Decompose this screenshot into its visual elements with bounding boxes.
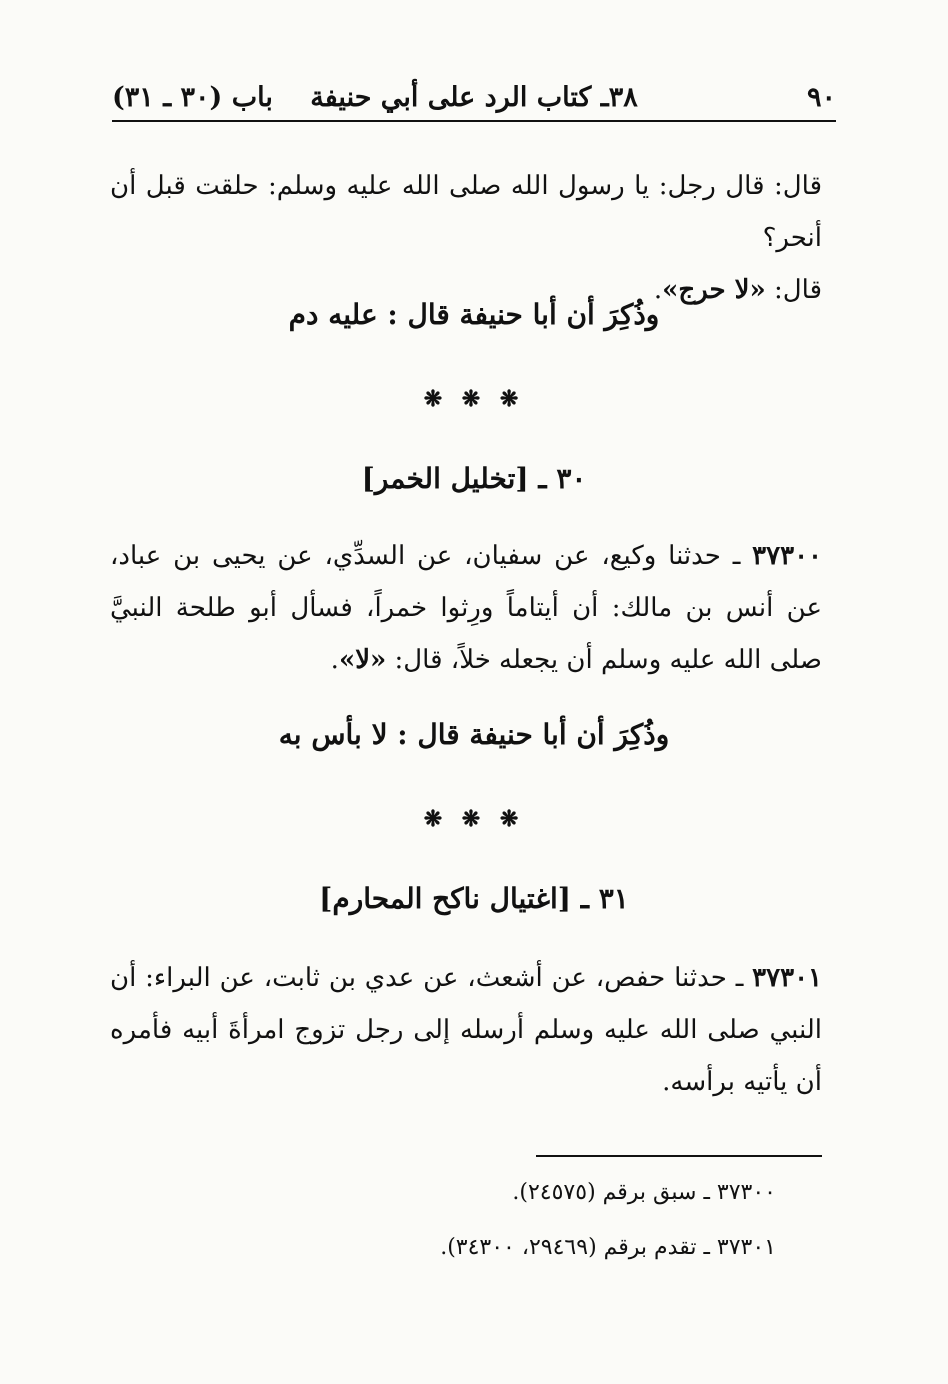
footnote-divider: [536, 1155, 822, 1157]
section-31-heading: ٣١ ـ [اغتيال ناكح المحارم]: [319, 882, 629, 915]
hadith-number-37300: ٣٧٣٠٠: [752, 541, 822, 571]
section-separator-1: ❋ ❋ ❋: [423, 386, 525, 412]
intro-paragraph: [110, 160, 822, 316]
hadith-quote-37300: «لا»: [338, 645, 387, 675]
hadith-number-37301: ٣٧٣٠١: [752, 963, 822, 993]
hadith-text-37300: ـ حدثنا وكيع، عن سفيان، عن السدِّي، عن يحيى بن عباد، عن أنس بن مالك: أن أيتاماً ورِثوا خمراً، فسأل أبو طلحة النبيَّ صلى الله عليه وسلم أن يجعله خلاً، قال:: [110, 541, 822, 675]
footnote-37300: ٣٧٣٠٠ ـ سبق برقم (٢٤٥٧٥).: [512, 1180, 776, 1205]
intro-line-2-prefix: قال:: [765, 275, 822, 305]
hadith-text-37301: ـ حدثنا حفص، عن أشعث، عن عدي بن ثابت، عن البراء: أن النبي صلى الله عليه وسلم أرسله إلى رجل تزوج امرأةَ أبيه فأمره أن يأتيه برأسه.: [110, 963, 822, 1097]
page-number: ٩٠: [806, 82, 836, 113]
intro-line-2-suffix: .: [653, 275, 663, 305]
book-title: ٣٨ـ كتاب الرد على أبي حنيفة: [310, 82, 638, 113]
intro-quote: «لا حرج»: [662, 275, 766, 305]
hadith-37300: [110, 530, 822, 686]
ruling-abu-hanifa-2: وذُكِرَ أن أبا حنيفة قال : لا بأس به: [278, 718, 670, 751]
intro-line-1: قال: قال رجل: يا رسول الله صلى الله عليه وسلم: حلقت قبل أن أنحر؟: [110, 171, 822, 253]
hadith-37301: [110, 952, 822, 1108]
chapter-range: باب (٣٠ ـ ٣١): [112, 82, 273, 113]
hadith-end-37300: .: [330, 645, 339, 675]
running-header: [112, 78, 836, 122]
section-separator-2: ❋ ❋ ❋: [423, 806, 525, 832]
footnote-37301: ٣٧٣٠١ ـ تقدم برقم (٢٩٤٦٩، ٣٤٣٠٠).: [440, 1235, 776, 1260]
ruling-abu-hanifa-1: وذُكِرَ أن أبا حنيفة قال : عليه دم: [288, 298, 660, 331]
section-30-heading: ٣٠ ـ [تخليل الخمر]: [361, 462, 587, 495]
